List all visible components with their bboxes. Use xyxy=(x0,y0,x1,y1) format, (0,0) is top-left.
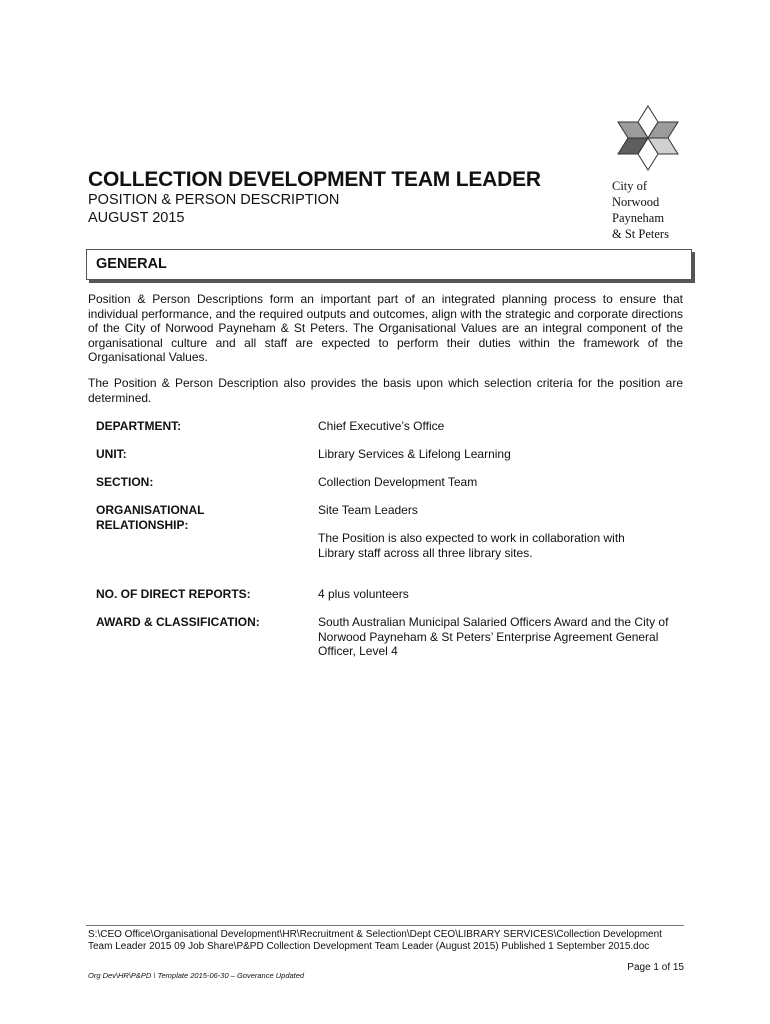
page-title: COLLECTION DEVELOPMENT TEAM LEADER xyxy=(88,168,541,191)
logo-line: Norwood xyxy=(612,195,660,209)
organisational-relationship-note: The Position is also expected to work in collaboration with Library staff across all three library sites. xyxy=(318,531,625,560)
general-section-header xyxy=(86,249,692,280)
award-classification-value: South Australian Municipal Salaried Officers Award and the City of Norwood Payneham & St Peters’ Enterprise Agreement General Officer, Level 4 xyxy=(318,615,669,658)
section-value: Collection Development Team xyxy=(318,475,478,489)
award-classification-label: AWARD & CLASSIFICATION: xyxy=(96,615,260,629)
organisational-relationship-label: ORGANISATIONAL RELATIONSHIP: xyxy=(96,503,205,532)
unit-label: UNIT: xyxy=(96,447,127,461)
unit-value: Library Services & Lifelong Learning xyxy=(318,447,511,461)
logo-star xyxy=(618,106,678,170)
direct-reports-label: NO. OF DIRECT REPORTS: xyxy=(96,587,251,601)
department-value: Chief Executive’s Office xyxy=(318,419,445,433)
general-paragraph-1: Position & Person Descriptions form an important part of an integrated planning process to ensure that individual performance, and the required outputs and outcomes, align with the strategic and corporate directions of the City of Norwood Payneham & St Peters. The Organisational Values are an integral component of the organisational culture and all staff are expected to perform their duties within the framework of the Organisational Values. xyxy=(88,292,683,364)
footer-file-path: S:\CEO Office\Organisational Development\HR\Recruitment & Selection\Dept CEO\LIBRARY SERVICES\Collection Development Team Leader 2015 09 Job Share\P&PD Collection Development Team Leader (August 2015) Published 1 September 2015.doc xyxy=(88,929,662,952)
logo-line: & St Peters xyxy=(612,227,669,241)
page-number: Page 1 of 15 xyxy=(627,962,684,973)
general-heading: GENERAL xyxy=(96,256,167,272)
organisational-relationship-value: Site Team Leaders xyxy=(318,503,418,517)
logo-line: Payneham xyxy=(612,211,665,225)
footer-divider xyxy=(86,925,684,926)
direct-reports-value: 4 plus volunteers xyxy=(318,587,409,601)
page-subtitle: POSITION & PERSON DESCRIPTION xyxy=(88,192,340,208)
department-label: DEPARTMENT: xyxy=(96,419,182,433)
council-logo-text xyxy=(612,178,692,242)
section-label: SECTION: xyxy=(96,475,154,489)
template-note: Org Dev\HR\P&PD \ Template 2015-06-30 – Goverance Updated xyxy=(88,971,305,980)
logo-line: City of xyxy=(612,179,648,193)
council-star-logo-icon xyxy=(612,104,684,176)
page-date: AUGUST 2015 xyxy=(88,210,185,226)
general-paragraph-2: The Position & Person Description also provides the basis upon which selection criteria for the position are determined. xyxy=(88,376,683,405)
